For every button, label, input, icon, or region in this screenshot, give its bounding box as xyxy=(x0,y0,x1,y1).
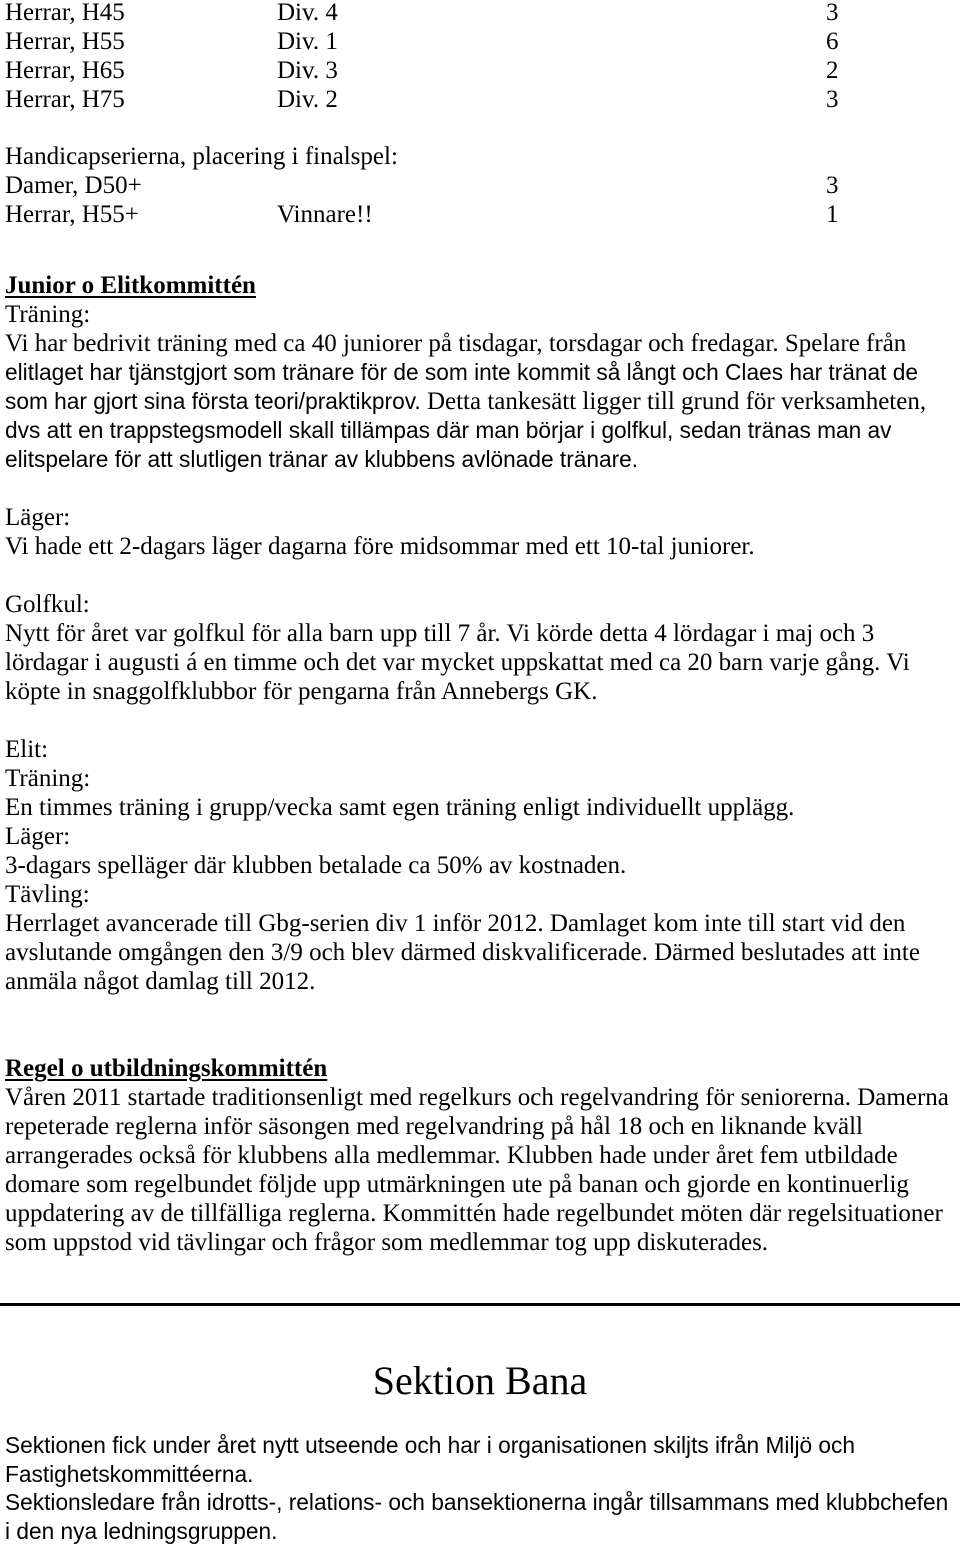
table-row xyxy=(0,200,960,229)
paragraph-line: som uppstod vid tävlingar och frågor som medlemmar tog upp diskuterades. xyxy=(5,1229,769,1256)
team-name: Damer, D50+ xyxy=(5,172,142,199)
elite-training-label: Träning: xyxy=(5,765,91,792)
table-row xyxy=(0,0,960,27)
paragraph-line xyxy=(0,387,960,416)
horizontal-divider xyxy=(0,1303,960,1306)
division: Div. 1 xyxy=(277,28,338,55)
table-row xyxy=(0,56,960,85)
paragraph-line: lördagar i augusti á en timme och det var mycket uppskattat med ca 20 barn varje gång. Vi xyxy=(5,649,910,676)
team-name: Herrar, H65 xyxy=(5,57,125,84)
paragraph-line: avslutande omgången den 3/9 och blev därmed diskvalificerade. Därmed beslutades att inte xyxy=(5,939,920,966)
paragraph-line: uppdatering av de tillfälliga reglerna. Kommittén hade regelbundet möten där regelsituationer xyxy=(5,1200,943,1227)
paragraph-line: Vi har bedrivit träning med ca 40 juniorer på tisdagar, torsdagar och fredagar. Spelare från xyxy=(5,330,907,357)
placement: 3 xyxy=(826,0,839,26)
handicap-series xyxy=(0,142,960,229)
rules-committee-heading: Regel o utbildningskommittén xyxy=(5,1055,328,1082)
division: Div. 3 xyxy=(277,57,338,84)
main-text xyxy=(0,271,960,1257)
paragraph-line: Fastighetskommittéerna. xyxy=(5,1460,254,1487)
division-results-table xyxy=(0,0,960,114)
placement: 2 xyxy=(826,57,839,84)
placement: 3 xyxy=(826,172,839,199)
paragraph-line: köpte in snaggolfklubbor för pengarna från Annebergs GK. xyxy=(5,678,598,705)
table-row xyxy=(0,85,960,114)
text-run: som har gjort sina första teori/praktikprov. xyxy=(5,388,421,414)
elite-label: Elit: xyxy=(5,736,49,763)
table-row xyxy=(0,171,960,200)
team-name: Herrar, H75 xyxy=(5,86,125,113)
junior-elite-heading: Junior o Elitkommittén xyxy=(5,272,256,299)
section-title: Sektion Bana xyxy=(372,1358,588,1403)
text-run: Detta tankesätt ligger till grund för verksamheten, xyxy=(426,388,927,415)
team-name: Herrar, H55+ xyxy=(5,201,139,228)
golf-school-label: Golfkul: xyxy=(5,591,90,618)
spacer xyxy=(0,706,960,735)
camp-label: Läger: xyxy=(5,504,71,531)
handicap-heading: Handicapserierna, placering i finalspel: xyxy=(5,143,398,170)
paragraph-line: repeterade reglerna inför säsongen med regelvandring på hål 18 och en liknande kväll xyxy=(5,1113,863,1140)
paragraph-line: Sektionen fick under året nytt utseende och har i organisationen skiljts ifrån Miljö och xyxy=(5,1432,855,1458)
elite-competition-label: Tävling: xyxy=(5,881,90,908)
paragraph-line: elitspelare för att slutligen tränar av klubbens avlönade tränare. xyxy=(5,446,639,472)
paragraph-line: i den nya ledningsgruppen. xyxy=(5,1518,278,1545)
paragraph-line: Herrlaget avancerade till Gbg-serien div 1 inför 2012. Damlaget kom inte till start vid den xyxy=(5,910,906,937)
spacer xyxy=(0,996,960,1025)
elite-camp-label: Läger: xyxy=(5,823,71,850)
paragraph-line: domare som regelbundet följde upp utmärkningen ute på banan och gjorde en kontinuerlig xyxy=(5,1171,909,1198)
paragraph-line: 3-dagars spelläger där klubben betalade ca 50% av kostnaden. xyxy=(5,852,627,879)
division: Div. 2 xyxy=(277,86,338,113)
paragraph-line: elitlaget har tjänstgjort som tränare för de som inte kommit så långt och Claes har tränat de xyxy=(5,359,918,385)
paragraph-line: Våren 2011 startade traditionsenligt med regelkurs och regelvandring för seniorerna. Damerna xyxy=(5,1084,949,1111)
paragraph-line: Vi hade ett 2-dagars läger dagarna före midsommar med ett 10-tal juniorer. xyxy=(5,533,755,560)
spacer xyxy=(0,561,960,590)
team-name: Herrar, H55 xyxy=(5,28,125,55)
paragraph-line: anmäla något damlag till 2012. xyxy=(5,968,316,995)
placement: 3 xyxy=(826,86,839,113)
paragraph-line: Sektionsledare från idrotts-, relations- och bansektionerna ingår tillsammans med klubbchefen xyxy=(5,1489,949,1516)
course-section-text xyxy=(0,1431,960,1546)
team-name: Herrar, H45 xyxy=(5,0,125,26)
paragraph-line: Nytt för året var golfkul för alla barn upp till 7 år. Vi körde detta 4 lördagar i maj och 3 xyxy=(5,620,875,647)
spacer xyxy=(0,474,960,503)
placement: 1 xyxy=(826,201,839,228)
table-row xyxy=(0,27,960,56)
paragraph-line: arrangerades också för klubbens alla medlemmar. Klubben hade under året fem utbildade xyxy=(5,1142,898,1169)
division: Div. 4 xyxy=(277,0,338,26)
paragraph-line: dvs att en trappstegsmodell skall tillämpas där man börjar i golfkul, sedan tränas man av xyxy=(5,417,892,443)
result-note: Vinnare!! xyxy=(277,201,373,228)
placement: 6 xyxy=(826,28,839,55)
training-label: Träning: xyxy=(5,301,91,328)
spacer xyxy=(0,1025,960,1054)
paragraph-line: En timmes träning i grupp/vecka samt egen träning enligt individuellt upplägg. xyxy=(5,794,795,821)
